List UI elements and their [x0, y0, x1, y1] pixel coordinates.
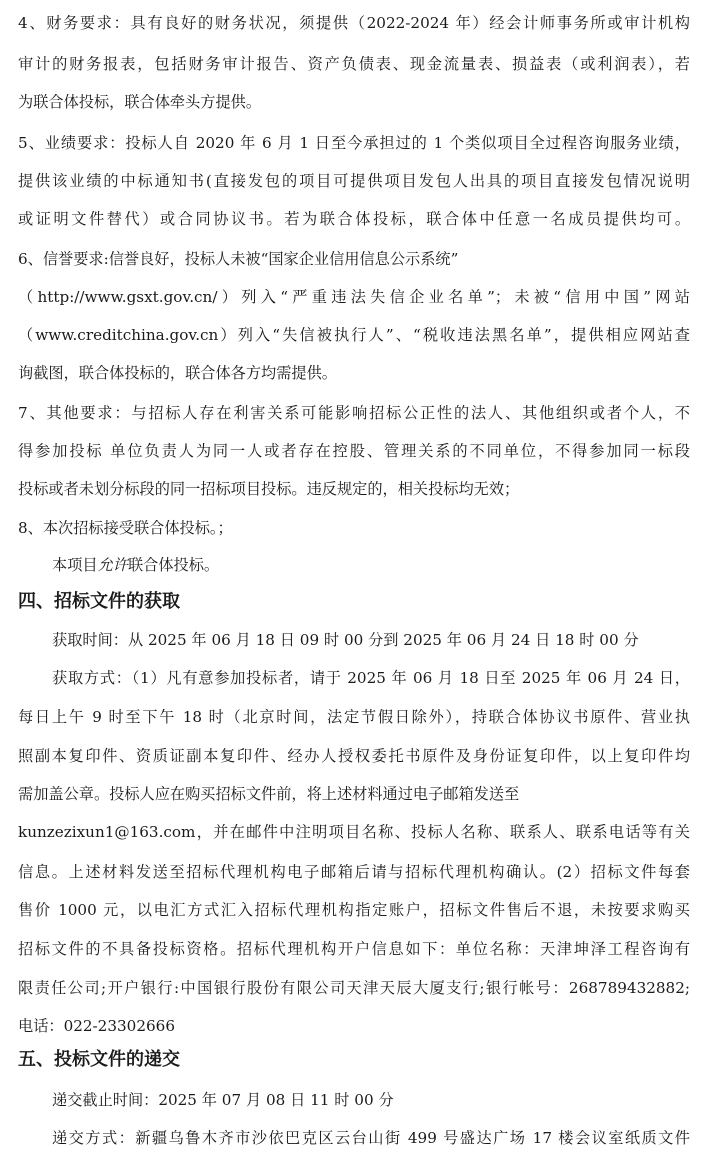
acquisition-method-line-2: 每日上午 9 时至下午 18 时（北京时间，法定节假日除外），持联合体协议书原件、营业执 [18, 708, 690, 726]
performance-requirement-line-2: 提供该业绩的中标通知书(直接发包的项目可提供项目发包人出具的项目直接发包情况说明 [18, 172, 690, 190]
consortium-prefix: 本项目 [52, 556, 98, 574]
credit-requirement-line-2: （http://www.gsxt.gov.cn/）列入“严重违法失信企业名单”；未被“信用中国”网站 [18, 288, 690, 306]
other-requirement-line-2: 得参加投标 单位负责人为同一人或者存在控股、管理关系的不同单位，不得参加同一标段 [18, 442, 690, 460]
consortium-allowed-line [52, 555, 690, 575]
credit-requirement-line-4: 询截图，联合体投标的，联合体各方均需提供。 [18, 364, 337, 382]
acquisition-method-line-5: kunzezixun1@163.com，并在邮件中注明项目名称、投标人名称、联系人、联系电话等有关 [18, 823, 690, 841]
acquisition-method-line-7: 售价 1000 元，以电汇方式汇入招标代理机构指定账户，招标文件售后不退，未按要求购买 [18, 901, 690, 919]
consortium-emph: 允许 [97, 556, 128, 574]
performance-requirement-line-1: 5、业绩要求：投标人自 2020 年 6 月 1 日至今承担过的 1 个类似项目全过程咨询服务业绩， [18, 134, 690, 152]
submission-deadline-line: 递交截止时间：2025 年 07 月 08 日 11 时 00 分 [52, 1091, 394, 1109]
financial-requirement-line-2: 审计的财务报表，包括财务审计报告、资产负债表、现金流量表、损益表（或利润表），若 [18, 55, 690, 73]
acquisition-method-line-8: 招标文件的不具备投标资格。招标代理机构开户信息如下：单位名称：天津坤泽工程咨询有 [18, 940, 690, 958]
consortium-suffix: 联合体投标。 [127, 556, 220, 574]
credit-requirement-line-3: （www.creditchina.gov.cn）列入“失信被执行人”、“税收违法黑名单”，提供相应网站查 [18, 326, 690, 344]
performance-requirement-line-3: 或证明文件替代）或合同协议书。若为联合体投标，联合体中任意一名成员提供均可。 [18, 210, 690, 228]
section-5-heading: 五、投标文件的递交 [18, 1049, 180, 1070]
acquisition-time-line: 获取时间：从 2025 年 06 月 18 日 09 时 00 分到 2025 年 06 月 24 日 18 时 00 分 [52, 631, 639, 649]
financial-requirement-line-1: 4、财务要求：具有良好的财务状况，须提供（2022-2024 年）经会计师事务所或审计机构 [18, 14, 690, 32]
acquisition-method-line-9: 限责任公司;开户银行:中国银行股份有限公司天津天辰大厦支行;银行帐号：268789432882; [18, 979, 690, 997]
acquisition-method-line-3: 照副本复印件、资质证副本复印件、经办人授权委托书原件及身份证复印件，以上复印件均 [18, 747, 690, 765]
section-4-heading: 四、招标文件的获取 [18, 591, 180, 612]
acquisition-method-line-6: 信息。上述材料发送至招标代理机构电子邮箱后请与招标代理机构确认。(2）招标文件每套 [18, 863, 690, 881]
acquisition-method-line-1: 获取方式：（1）凡有意参加投标者，请于 2025 年 06 月 18 日至 2025 年 06 月 24 日， [52, 669, 690, 687]
submission-method-line: 递交方式：新疆乌鲁木齐市沙依巴克区云台山街 499 号盛达广场 17 楼会议室纸质文件 [52, 1129, 690, 1147]
acquisition-method-line-4: 需加盖公章。投标人应在购买招标文件前，将上述材料通过电子邮箱发送至 [18, 785, 520, 803]
consortium-requirement-line: 8、本次招标接受联合体投标。； [18, 519, 233, 537]
other-requirement-line-3: 投标或者未划分标段的同一招标项目投标。违反规定的，相关投标均无效； [18, 480, 520, 498]
acquisition-phone-line: 电话：022-23302666 [18, 1017, 175, 1035]
other-requirement-line-1: 7、其他要求：与招标人存在利害关系可能影响招标公正性的法人、其他组织或者个人，不 [18, 404, 690, 422]
financial-requirement-line-3: 为联合体投标，联合体牵头方提供。 [18, 93, 261, 111]
credit-requirement-line-1: 6、信誉要求:信誉良好，投标人未被“国家企业信用信息公示系统” [18, 250, 459, 268]
